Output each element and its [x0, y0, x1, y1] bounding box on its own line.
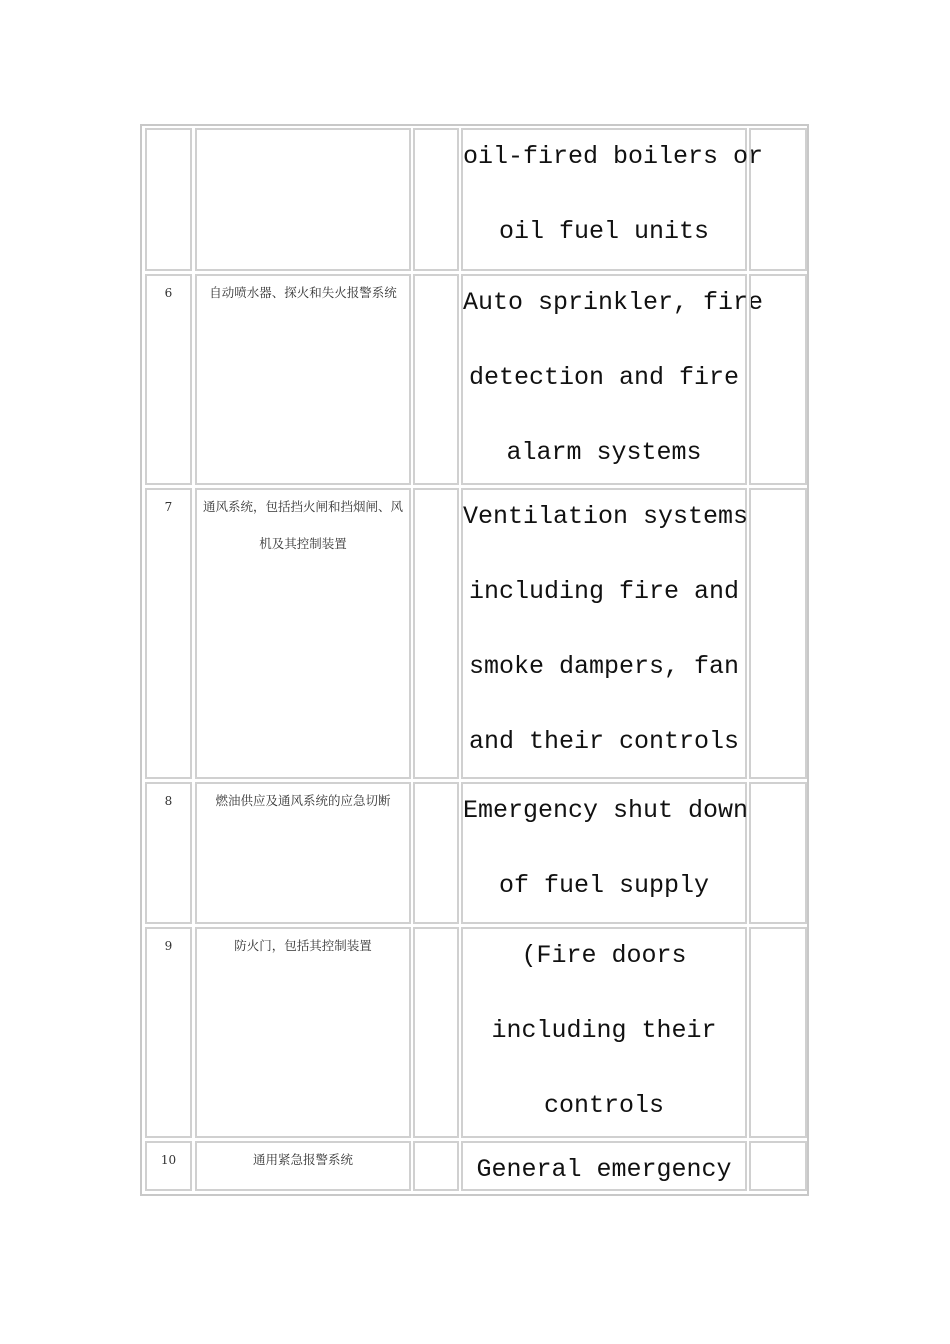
chinese-description-cell: 自动喷水器、探火和失火报警系统	[195, 274, 411, 485]
empty-cell	[413, 1141, 459, 1191]
remarks-cell	[749, 488, 807, 779]
row-number-cell: 9	[145, 927, 192, 1138]
row-number-cell: 8	[145, 782, 192, 924]
empty-cell	[413, 274, 459, 485]
table-row	[145, 782, 804, 924]
table-row	[145, 274, 804, 485]
chinese-description-cell	[195, 128, 411, 271]
english-description-cell	[461, 128, 764, 271]
table-row	[145, 927, 804, 1138]
table-row	[145, 1141, 804, 1191]
remarks-cell	[749, 927, 807, 1138]
english-line: controls	[543, 1091, 665, 1120]
english-description-cell	[461, 1141, 747, 1191]
empty-cell	[413, 128, 459, 271]
chinese-description-cell: 燃油供应及通风系统的应急切断	[195, 782, 411, 924]
english-line: including their	[491, 1016, 717, 1045]
empty-cell	[413, 927, 459, 1138]
remarks-cell	[749, 274, 807, 485]
chinese-description-cell: 防火门，包括其控制装置	[195, 927, 411, 1138]
english-description-cell	[461, 488, 747, 779]
english-line: alarm systems	[506, 438, 702, 467]
row-number-cell	[145, 128, 192, 271]
english-line: Ventilation systems	[463, 502, 749, 531]
english-line: Emergency shut down	[463, 796, 749, 825]
empty-cell	[413, 782, 459, 924]
remarks-cell	[749, 1141, 807, 1191]
english-line: smoke dampers, fan	[468, 652, 740, 681]
row-number-cell: 7	[145, 488, 192, 779]
english-line: oil fuel units	[498, 217, 710, 246]
chinese-description-cell: 通风系统，包括挡火闸和挡烟闸、风机及其控制装置	[195, 488, 411, 779]
remarks-cell	[749, 128, 807, 271]
english-line: including fire and	[468, 577, 740, 606]
english-line: Auto sprinkler, fire	[463, 288, 764, 317]
table-row	[145, 488, 804, 779]
empty-cell	[413, 488, 459, 779]
row-number-cell: 10	[145, 1141, 192, 1191]
document-table	[140, 124, 809, 1196]
english-description-cell	[461, 274, 764, 485]
english-line: General emergency	[476, 1155, 732, 1184]
chinese-description-cell: 通用紧急报警系统	[195, 1141, 411, 1191]
english-line: of fuel supply	[498, 871, 710, 900]
row-number-cell: 6	[145, 274, 192, 485]
english-line: (Fire doors	[521, 941, 687, 970]
remarks-cell	[749, 782, 807, 924]
english-line: oil-fired boilers or	[463, 142, 764, 171]
english-line: and their controls	[468, 727, 740, 756]
english-line: detection and fire	[468, 363, 740, 392]
english-description-cell	[461, 927, 747, 1138]
english-description-cell	[461, 782, 747, 924]
table-row	[145, 128, 804, 271]
